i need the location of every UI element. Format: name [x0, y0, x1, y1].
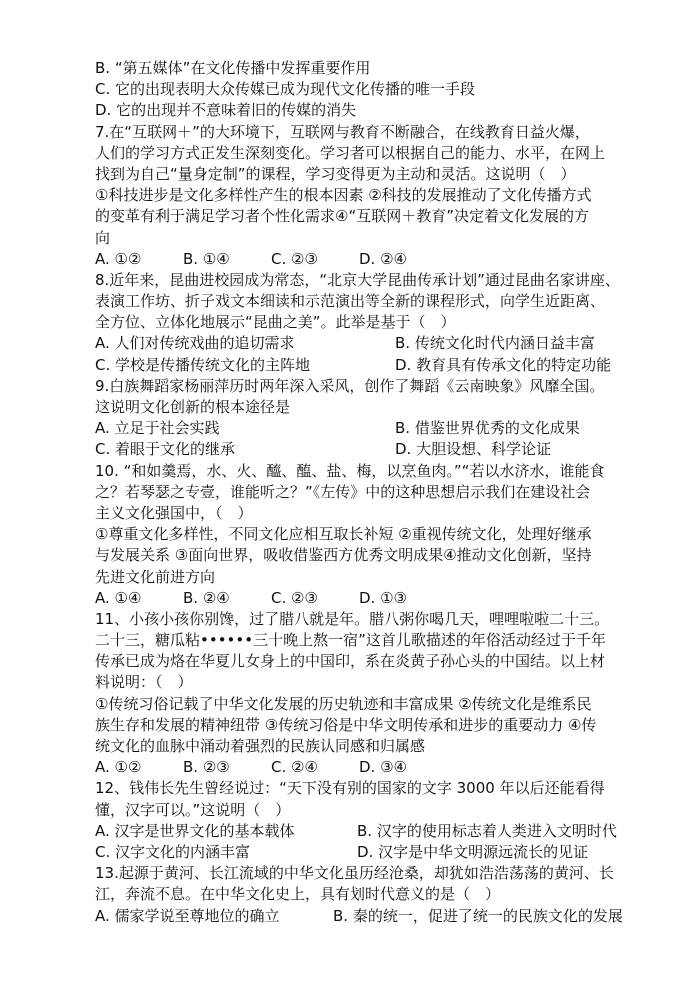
q8-option-a: A. 人们对传统戏曲的追切需求 — [95, 334, 295, 353]
q11-stem-line: 料说明：（ ） — [95, 673, 193, 692]
q13-options-row — [95, 906, 650, 927]
q9-option-d: D. 大胆设想、科学论证 — [395, 440, 552, 459]
q8-stem-line: 8.近年来，昆曲进校园成为常态，“北京大学昆曲传承计划”通过昆曲名家讲座、 — [95, 270, 620, 289]
q10-option-d: D. ①③ — [359, 588, 407, 607]
q6-option-c: C. 它的出现表明大众传媒已成为现代文化传播的唯一手段 — [95, 80, 476, 99]
question-12 — [95, 778, 650, 863]
q8-option-b: B. 传统文化时代内涵日益丰富 — [395, 334, 595, 353]
q9-stem-line: 这说明文化创新的根本途径是 — [95, 398, 291, 416]
q9-option-b: B. 借鉴世界优秀的文化成果 — [395, 419, 580, 438]
q9-option-c: C. 着眼于文化的继承 — [95, 440, 236, 459]
question-13 — [95, 863, 650, 927]
q7-stem-line: 7.在“互联网＋”的大环境下，互联网与教育不断融合，在线教育日益火爆， — [95, 122, 590, 141]
q9-options-row — [95, 439, 650, 460]
q7-stem-line: 的变革有利于满足学习者个性化需求④“互联网＋教育”决定着文化发展的方 — [95, 207, 589, 226]
q7-option-a: A. ①② — [95, 249, 142, 268]
q12-option-a: A. 汉字是世界文化的基本载体 — [95, 821, 295, 840]
question-9 — [95, 376, 650, 461]
q12-options-row — [95, 842, 650, 863]
q12-stem-line: 懂，汉字可以。”这说明（ ） — [95, 800, 291, 819]
q8-option-c: C. 学校是传播传统文化的主阵地 — [95, 355, 311, 374]
q13-stem-line: 13.起源于黄河、长江流域的中华文化虽历经沧桑，却犹如浩浩荡荡的黄河、长 — [95, 864, 614, 883]
q13-option-a: A. 儒家学说至尊地位的确立 — [95, 906, 280, 925]
q12-stem-line: 12、钱伟长先生曾经说过：“天下没有别的国家的文字 3000 年以后还能看得 — [95, 779, 605, 798]
q11-stem-line: 族生存和发展的精神纽带 ③传统习俗是中华文明传承和进步的重要动力 ④传 — [95, 715, 597, 734]
q10-stem-line: 主义文化强国中，（ ） — [95, 503, 253, 522]
q6-option-d: D. 它的出现并不意味着旧的传媒的消失 — [95, 101, 357, 120]
q6-option-b: B. “第五媒体”在文化传播中发挥重要作用 — [95, 59, 371, 77]
q10-stem-line: 先进文化前进方向 — [95, 567, 216, 586]
q12-options-row — [95, 821, 650, 842]
q11-stem-line: 传承已成为烙在华夏儿女身上的中国印，系在炎黄子孙心头的中国结。以上材 — [95, 652, 606, 671]
q10-option-b: B. ②④ — [183, 588, 230, 607]
q13-stem-line: 江，奔流不息。在中华文化史上，具有划时代意义的是（ ） — [95, 885, 501, 904]
q11-option-d: D. ③④ — [359, 758, 407, 777]
q10-stem-line: ①尊重文化多样性，不同文化应相互取长补短 ②重视传统文化，处理好继承 — [95, 525, 592, 544]
q8-options-row — [95, 355, 650, 376]
exam-page — [95, 58, 650, 927]
q7-stem-line: 人们的学习方式正发生深刻变化。学习者可以根据自己的能力、水平，在网上 — [95, 143, 606, 162]
q9-stem-line: 9.白族舞蹈家杨丽萍历时两年深入采风，创作了舞蹈《云南映象》风靡全国。 — [95, 376, 605, 395]
q11-options — [95, 757, 650, 778]
q10-options — [95, 588, 650, 609]
q11-option-c: C. ②④ — [271, 758, 318, 777]
q12-option-c: C. 汉字文化的内涵丰富 — [95, 842, 251, 861]
q10-stem-line: 与发展关系 ③面向世界，吸收借鉴西方优秀文明成果④推动文化创新，坚持 — [95, 546, 592, 565]
q8-stem-line: 全方位、立体化地展示“昆曲之美”。此举是基于（ ） — [95, 313, 456, 332]
q7-option-c: C. ②③ — [271, 249, 318, 268]
q7-option-b: B. ①④ — [183, 249, 230, 268]
q12-option-b: B. 汉字的使用标志着人类进入文明时代 — [357, 821, 617, 840]
q7-option-d: D. ②④ — [359, 249, 407, 268]
q7-stem-line: 向 — [95, 228, 111, 247]
q9-option-a: A. 立足于社会实践 — [95, 419, 220, 438]
q10-option-c: C. ②③ — [271, 588, 318, 607]
q8-stem-line: 表演工作坊、折子戏文本细读和示范演出等全新的课程形式，向学生近距离、 — [95, 292, 606, 311]
question-8 — [95, 270, 650, 376]
q11-stem-line: 二十三，糖瓜粘••••••三十晚上熬一宿”这首儿歌描述的年俗活动经过于千年 — [95, 631, 606, 650]
q7-options — [95, 249, 650, 270]
q10-stem-line: 10. “和如羹焉，水、火、醯、醢、盐、梅，以烹鱼肉。”“若以水济水，谁能食 — [95, 461, 605, 480]
q7-stem-line: ①科技进步是文化多样性产生的根本因素 ②科技的发展推动了文化传播方式 — [95, 186, 592, 205]
q13-option-b: B. 秦的统一，促进了统一的民族文化的发展 — [333, 906, 623, 925]
q10-option-a: A. ①④ — [95, 588, 142, 607]
q12-option-d: D. 汉字是中华文明源远流长的见证 — [357, 842, 589, 861]
q8-options-row — [95, 333, 650, 354]
q11-option-b: B. ②③ — [183, 758, 230, 777]
q11-stem-line: 统文化的血脉中涌动着强烈的民族认同感和归属感 — [95, 737, 426, 755]
q8-option-d: D. 教育具有传承文化的特定功能 — [395, 355, 612, 374]
q9-options-row — [95, 418, 650, 439]
q11-stem-line: 11、小孩小孩你别馋，过了腊八就是年。腊八粥你喝几天，哩哩啦啦二十三。 — [95, 609, 610, 628]
q11-option-a: A. ①② — [95, 758, 142, 777]
question-10 — [95, 461, 650, 609]
q7-stem-line: 找到为自己“量身定制”的课程，学习变得更为主动和灵活。这说明（ ） — [95, 164, 576, 183]
q11-stem-line: ①传统习俗记载了中华文化发展的历史轨迹和丰富成果 ②传统文化是维系民 — [95, 694, 592, 713]
question-11 — [95, 609, 650, 779]
question-7 — [95, 122, 650, 270]
q10-stem-line: 之？若琴瑟之专壹，谁能听之？”《左传》中的这种思想启示我们在建设社会 — [95, 482, 591, 501]
